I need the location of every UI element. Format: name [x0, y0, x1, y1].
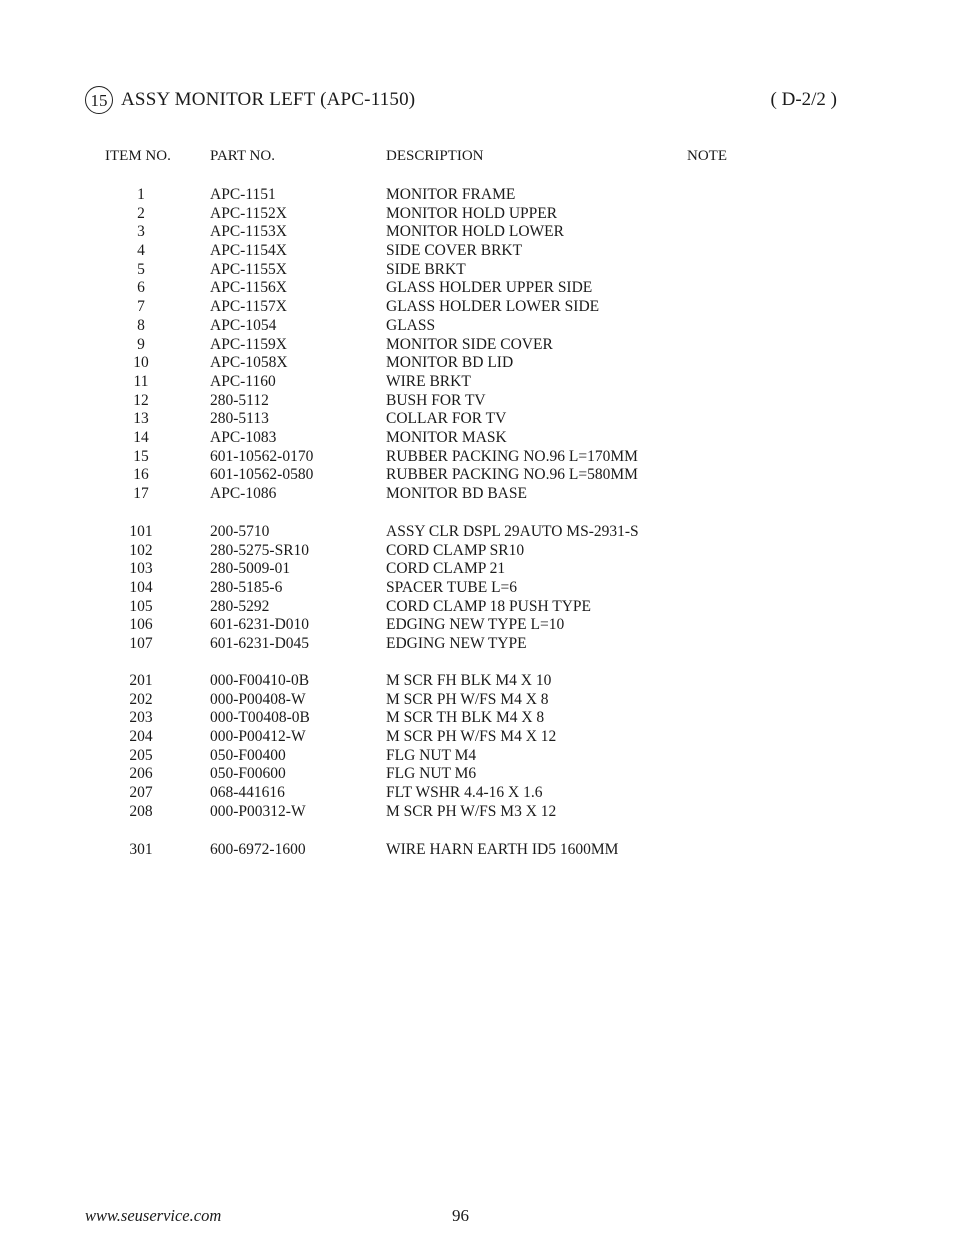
item-no-cell: 301 [129, 841, 153, 858]
description-cell: COLLAR FOR TV [386, 410, 507, 428]
description-cell: EDGING NEW TYPE L=10 [386, 616, 565, 634]
description-cell: MONITOR MASK [386, 428, 507, 446]
part-no-cell: APC-1153X [210, 223, 287, 241]
item-no-cell: 208 [129, 802, 153, 820]
part-no-cell: 280-5009-01 [210, 560, 291, 578]
description-cell: MONITOR SIDE COVER [386, 335, 553, 353]
part-no-cell: 000-P00412-W [210, 728, 306, 746]
part-no-cell: 600-6972-1600 [210, 841, 306, 858]
page-header [85, 86, 845, 116]
table-row [0, 410, 954, 429]
description-cell: FLG NUT M4 [386, 746, 477, 764]
column-header-part-no: PART NO. [210, 148, 275, 164]
table-row [0, 485, 954, 504]
item-no-cell: 207 [129, 784, 153, 802]
item-no-cell: 11 [133, 372, 149, 390]
part-no-cell: 000-P00312-W [210, 802, 306, 820]
item-no-cell: 105 [129, 597, 153, 615]
item-no-cell: 206 [129, 765, 153, 783]
item-no-cell: 101 [129, 523, 153, 540]
part-no-cell: 601-6231-D045 [210, 635, 310, 653]
item-no-cell: 16 [133, 466, 149, 484]
parts-group-main [0, 186, 954, 504]
description-cell: FLG NUT M6 [386, 765, 477, 783]
table-row [0, 448, 954, 467]
item-no-cell: 8 [137, 316, 145, 334]
page-number: 96 [452, 1206, 469, 1225]
item-no-cell: 12 [133, 391, 149, 409]
description-cell: FLT WSHR 4.4-16 X 1.6 [386, 784, 543, 802]
item-no-cell: 13 [133, 410, 149, 428]
item-no-cell: 17 [133, 485, 149, 502]
table-row [0, 841, 954, 860]
part-no-cell: 280-5113 [210, 410, 269, 428]
item-no-cell: 103 [129, 560, 153, 578]
item-no-cell: 10 [133, 354, 149, 372]
part-no-cell: APC-1151 [210, 186, 276, 203]
description-cell: GLASS HOLDER LOWER SIDE [386, 298, 600, 316]
table-row [0, 579, 954, 598]
description-cell: SIDE BRKT [386, 260, 466, 278]
part-no-cell: 050-F00400 [210, 746, 286, 764]
description-cell: M SCR TH BLK M4 X 8 [386, 709, 545, 727]
table-row [0, 392, 954, 411]
part-no-cell: 601-10562-0170 [210, 447, 314, 465]
description-cell: BUSH FOR TV [386, 391, 486, 409]
item-no-cell: 1 [137, 186, 145, 203]
part-no-cell: 068-441616 [210, 784, 285, 802]
sheet-reference: ( D-2/2 ) [770, 89, 837, 110]
description-cell: CORD CLAMP 21 [386, 560, 506, 578]
table-row [0, 186, 954, 205]
description-cell: CORD CLAMP 18 PUSH TYPE [386, 597, 591, 615]
table-row [0, 560, 954, 579]
description-cell: M SCR PH W/FS M3 X 12 [386, 802, 557, 820]
item-no-cell: 104 [129, 579, 153, 597]
description-cell: WIRE BRKT [386, 372, 471, 390]
table-row [0, 803, 954, 822]
table-row [0, 765, 954, 784]
description-cell: M SCR PH W/FS M4 X 8 [386, 690, 549, 708]
part-no-cell: APC-1155X [210, 260, 287, 278]
assy-number-badge: 15 [85, 86, 113, 114]
table-row [0, 598, 954, 617]
item-no-cell: 201 [129, 672, 153, 689]
description-cell: GLASS [386, 316, 436, 334]
table-row [0, 709, 954, 728]
description-cell: MONITOR HOLD UPPER [386, 204, 558, 222]
column-headers [0, 148, 954, 168]
table-row [0, 784, 954, 803]
part-no-cell: APC-1086 [210, 485, 277, 502]
table-row [0, 223, 954, 242]
table-row [0, 354, 954, 373]
description-cell: RUBBER PACKING NO.96 L=170MM [386, 447, 638, 465]
description-cell: M SCR FH BLK M4 X 10 [386, 672, 552, 689]
table-row [0, 672, 954, 691]
item-no-cell: 5 [137, 260, 145, 278]
description-cell: CORD CLAMP SR10 [386, 541, 525, 559]
table-row [0, 317, 954, 336]
item-no-cell: 2 [137, 204, 145, 222]
page-title: ASSY MONITOR LEFT (APC-1150) [121, 89, 416, 110]
table-row [0, 466, 954, 485]
part-no-cell: APC-1157X [210, 298, 287, 316]
part-no-cell: 601-10562-0580 [210, 466, 314, 484]
description-cell: SPACER TUBE L=6 [386, 579, 518, 597]
item-no-cell: 204 [129, 728, 153, 746]
item-no-cell: 14 [133, 428, 149, 446]
item-no-cell: 6 [137, 279, 145, 297]
item-no-cell: 102 [129, 541, 153, 559]
table-row [0, 242, 954, 261]
part-no-cell: 050-F00600 [210, 765, 286, 783]
description-cell: SIDE COVER BRKT [386, 242, 523, 260]
parts-group-300 [0, 841, 954, 860]
item-no-cell: 7 [137, 298, 145, 316]
description-cell: EDGING NEW TYPE [386, 635, 527, 653]
description-cell: MONITOR BD LID [386, 354, 514, 372]
description-cell: ASSY CLR DSPL 29AUTO MS-2931-S [386, 523, 639, 540]
part-no-cell: 000-T00408-0B [210, 709, 310, 727]
part-no-cell: 000-F00410-0B [210, 672, 310, 689]
table-row [0, 691, 954, 710]
part-no-cell: 000-P00408-W [210, 690, 306, 708]
part-no-cell: 280-5275-SR10 [210, 541, 310, 559]
part-no-cell: 280-5292 [210, 597, 270, 615]
table-row [0, 747, 954, 766]
item-no-cell: 4 [137, 242, 145, 260]
table-row [0, 298, 954, 317]
part-no-cell: 280-5185-6 [210, 579, 283, 597]
item-no-cell: 9 [137, 335, 145, 353]
parts-group-200 [0, 672, 954, 822]
description-cell: M SCR PH W/FS M4 X 12 [386, 728, 557, 746]
table-row [0, 728, 954, 747]
part-no-cell: APC-1159X [210, 335, 287, 353]
table-row [0, 205, 954, 224]
table-row [0, 635, 954, 654]
item-no-cell: 203 [129, 709, 153, 727]
part-no-cell: APC-1058X [210, 354, 288, 372]
table-row [0, 279, 954, 298]
part-no-cell: APC-1160 [210, 372, 276, 390]
parts-group-100 [0, 523, 954, 654]
item-no-cell: 106 [129, 616, 153, 634]
part-no-cell: APC-1083 [210, 428, 277, 446]
column-header-note: NOTE [687, 148, 727, 164]
item-no-cell: 15 [133, 447, 149, 465]
description-cell: WIRE HARN EARTH ID5 1600MM [386, 841, 619, 858]
footer-website: www.seuservice.com [85, 1206, 222, 1225]
description-cell: GLASS HOLDER UPPER SIDE [386, 279, 593, 297]
description-cell: RUBBER PACKING NO.96 L=580MM [386, 466, 638, 484]
table-row [0, 616, 954, 635]
table-row [0, 429, 954, 448]
description-cell: MONITOR HOLD LOWER [386, 223, 564, 241]
part-no-cell: 601-6231-D010 [210, 616, 310, 634]
table-row [0, 542, 954, 561]
column-header-description: DESCRIPTION [386, 148, 484, 164]
part-no-cell: APC-1152X [210, 204, 287, 222]
part-no-cell: APC-1054 [210, 316, 277, 334]
part-no-cell: 280-5112 [210, 391, 269, 409]
table-row [0, 261, 954, 280]
part-no-cell: APC-1156X [210, 279, 287, 297]
table-row [0, 336, 954, 355]
item-no-cell: 205 [129, 746, 153, 764]
description-cell: MONITOR FRAME [386, 186, 516, 203]
item-no-cell: 3 [137, 223, 145, 241]
item-no-cell: 202 [129, 690, 153, 708]
part-no-cell: 200-5710 [210, 523, 270, 540]
column-header-item-no: ITEM NO. [105, 148, 171, 164]
description-cell: MONITOR BD BASE [386, 485, 527, 502]
part-no-cell: APC-1154X [210, 242, 287, 260]
table-row [0, 523, 954, 542]
item-no-cell: 107 [129, 635, 153, 653]
table-row [0, 373, 954, 392]
